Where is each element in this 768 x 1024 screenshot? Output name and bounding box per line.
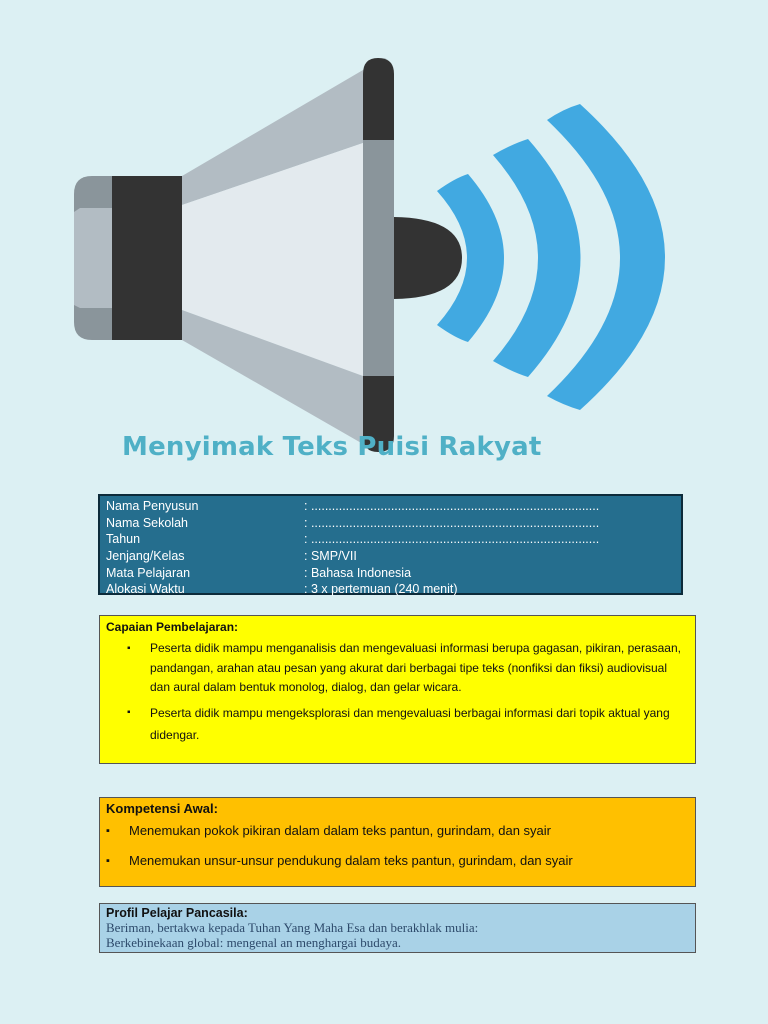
profil-line: Beriman, bertakwa kepada Tuhan Yang Maha Esa dan berakhlak mulia:: [106, 920, 479, 935]
identity-row-sekolah: [106, 515, 681, 532]
list-item-text: Menemukan pokok pikiran dalam dalam teks pantun, gurindam, dan syair: [129, 823, 552, 838]
bullet-icon: ▪: [127, 706, 131, 718]
sound-wave-medium: [493, 139, 581, 377]
identity-label: Alokasi Waktu: [106, 582, 185, 597]
list-item: [106, 702, 687, 746]
bullet-icon: ▪: [106, 855, 110, 867]
speaker-dome: [394, 217, 462, 299]
speaker-rim: [363, 140, 394, 378]
speaker-volume-icon: [0, 0, 768, 460]
identity-label: Nama Sekolah: [106, 515, 188, 530]
list-item: [106, 639, 687, 698]
identity-value: : ...................................................................................: [304, 515, 600, 530]
identity-value: : ...................................................................................: [304, 499, 600, 513]
identity-value: : Bahasa Indonesia: [304, 565, 412, 580]
identity-row-mapel: [106, 565, 681, 582]
identity-label: Mata Pelajaran: [106, 565, 191, 580]
page-title: Menyimak Teks Puisi Rakyat: [122, 432, 542, 462]
kompetensi-list: [106, 822, 687, 870]
list-item: [106, 852, 687, 870]
identity-row-jenjang: [106, 548, 681, 565]
profil-title: Profil Pelajar Pancasila:: [106, 906, 248, 920]
identity-label: Jenjang/Kelas: [106, 549, 185, 564]
bullet-icon: ▪: [106, 825, 110, 837]
kompetensi-title: Kompetensi Awal:: [106, 801, 218, 816]
profil-line: Berkebinekaan global: mengenal an menghargai budaya.: [106, 935, 402, 950]
kompetensi-awal-box: [99, 797, 696, 887]
speaker-rim-top: [363, 58, 394, 140]
list-item-text: Menemukan unsur-unsur pendukung dalam teks pantun, gurindam, dan syair: [129, 853, 573, 868]
capaian-list: [106, 639, 687, 746]
list-item: [106, 822, 687, 840]
speaker-collar: [112, 176, 182, 340]
list-item-text: Peserta didik mampu menganalisis dan mengevaluasi informasi berupa gagasan, pikiran, perasaan, pandangan, arahan atau pesan yang akurat dari berbagai tipe teks (nonfiksi dan fiksi) audiovisual dan aural dalam bentuk monolog, dialog, dan gelar wicara.: [150, 641, 681, 694]
identity-value: : SMP/VII: [304, 549, 357, 564]
identity-table: [98, 494, 683, 595]
identity-value: : ...................................................................................: [304, 532, 600, 547]
identity-value: : 3 x pertemuan (240 menit): [304, 582, 458, 597]
identity-row-penyusun: [106, 498, 681, 515]
identity-label: Tahun: [106, 532, 141, 547]
capaian-title: Capaian Pembelajaran:: [106, 620, 239, 634]
identity-row-alokasi: [106, 581, 681, 598]
profil-pelajar-pancasila-box: [99, 903, 696, 953]
list-item-text: Peserta didik mampu mengeksplorasi dan mengevaluasi berbagai informasi dari topik aktual yang didengar.: [150, 705, 670, 742]
capaian-pembelajaran-box: [99, 615, 696, 764]
speaker-back-face: [74, 208, 112, 308]
identity-row-tahun: [106, 531, 681, 548]
bullet-icon: ▪: [127, 643, 131, 654]
identity-label: Nama Penyusun: [106, 499, 199, 513]
